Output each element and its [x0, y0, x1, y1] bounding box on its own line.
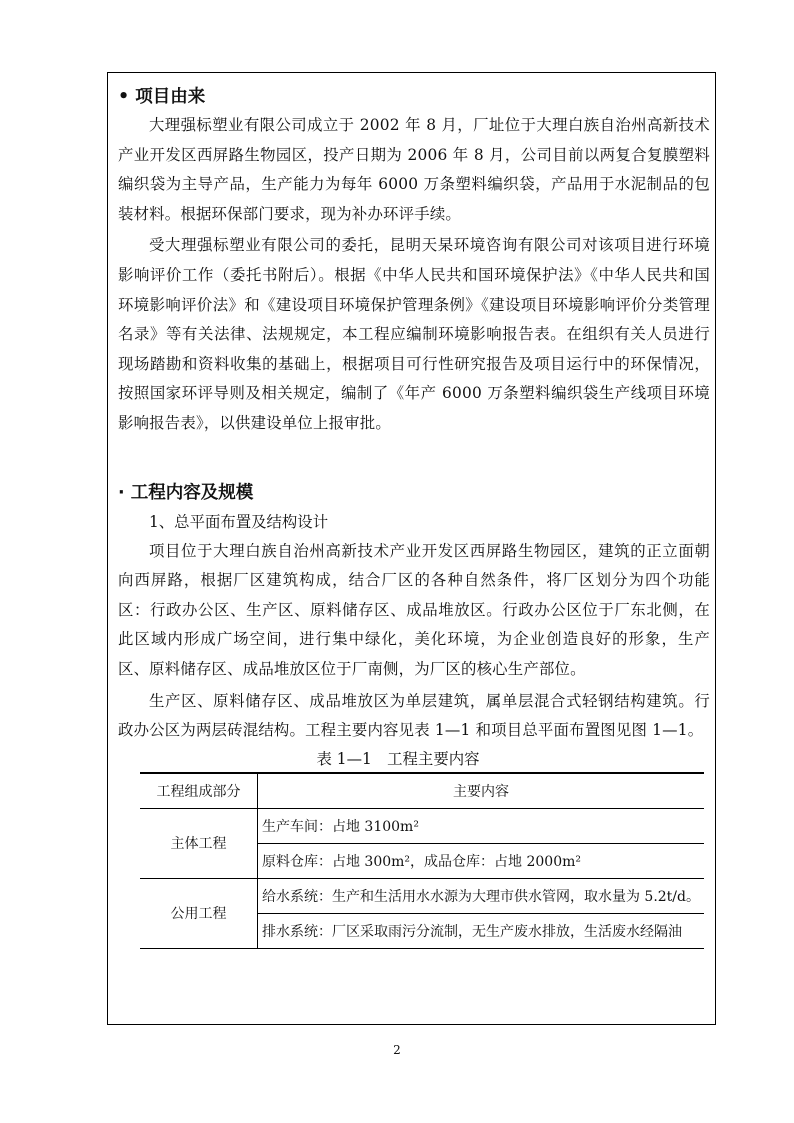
paragraph: 项目位于大理白族自治州高新技术产业开发区西屏路生物园区，建筑的正立面朝向西屏路，根据厂区建筑构成，结合厂区的各种自然条件，将厂区划分为四个功能区：行政办公区、生产区、原料储存区、成品堆放区。行政办公区位于厂东北侧，在此区域内形成广场空间，进行集中绿化，美化环境，为企业创造良好的形象，生产区、原料储存区、成品堆放区位于厂南侧，为厂区的核心生产部位。: [118, 541, 710, 678]
table-row: [140, 878, 704, 913]
table-cell: 排水系统：厂区采取雨污分流制，无生产废水排放，生活废水经隔油: [257, 913, 704, 948]
document-body: [118, 83, 710, 949]
table-row: [140, 808, 704, 843]
page-frame: [107, 72, 716, 1025]
table-caption: 表 1—1 工程主要内容: [316, 749, 480, 768]
page-number: 2: [393, 1043, 401, 1057]
table-cell: 原料仓库：占地 300m²，成品仓库：占地 2000m²: [257, 843, 704, 878]
table-cell: 给水系统：生产和生活用水水源为大理市供水管网，取水量为 5.2t/d。: [257, 878, 704, 913]
table-header-cell: 主要内容: [257, 773, 704, 809]
project-content-table: [140, 772, 704, 949]
paragraph: 生产区、原料储存区、成品堆放区为单层建筑，属单层混合式轻钢结构建筑。行政办公区为两层砖混结构。工程主要内容见表 1—1 和项目总平面布置图见图 1—1。: [118, 691, 710, 740]
section-heading-project-origin: • 项目由来: [118, 87, 206, 107]
table-cell: 生产车间：占地 3100m²: [257, 808, 704, 843]
paragraph: 大理强标塑业有限公司成立于 2002 年 8 月，厂址位于大理白族自治州高新技术产业开发区西屏路生物园区，投产日期为 2006 年 8 月，公司目前以两复合复膜塑料编织袋为主导产品，生产能力为每年 6000 万条塑料编织袋，产品用于水泥制品的包装材料。根据环保部门要求，现为补办环评手续。: [118, 116, 710, 223]
table-header-cell: 工程组成部分: [140, 773, 257, 809]
subsection-title: 1、总平面布置及结构设计: [149, 512, 329, 531]
paragraph: 受大理强标塑业有限公司的委托，昆明天杲环境咨询有限公司对该项目进行环境影响评价工作（委托书附后）。根据《中华人民共和国环境保护法》《中华人民共和国环境影响评价法》和《建设项目环境保护管理条例》《建设项目环境影响评价分类管理名录》等有关法律、法规规定，本工程应编制环境影响报告表。在组织有关人员进行现场踏勘和资料收集的基础上，根据项目可行性研究报告及项目运行中的环保情况，按照国家环评导则及相关规定，编制了《年产 6000 万条塑料编织袋生产线项目环境影响报告表》，以供建设单位上报审批。: [118, 236, 710, 432]
spacer: [118, 439, 710, 479]
table-group-cell: 公用工程: [140, 878, 257, 948]
table-group-cell: 主体工程: [140, 808, 257, 878]
table-header-row: [140, 773, 704, 809]
section-heading-scope: · 工程内容及规模: [118, 482, 254, 503]
